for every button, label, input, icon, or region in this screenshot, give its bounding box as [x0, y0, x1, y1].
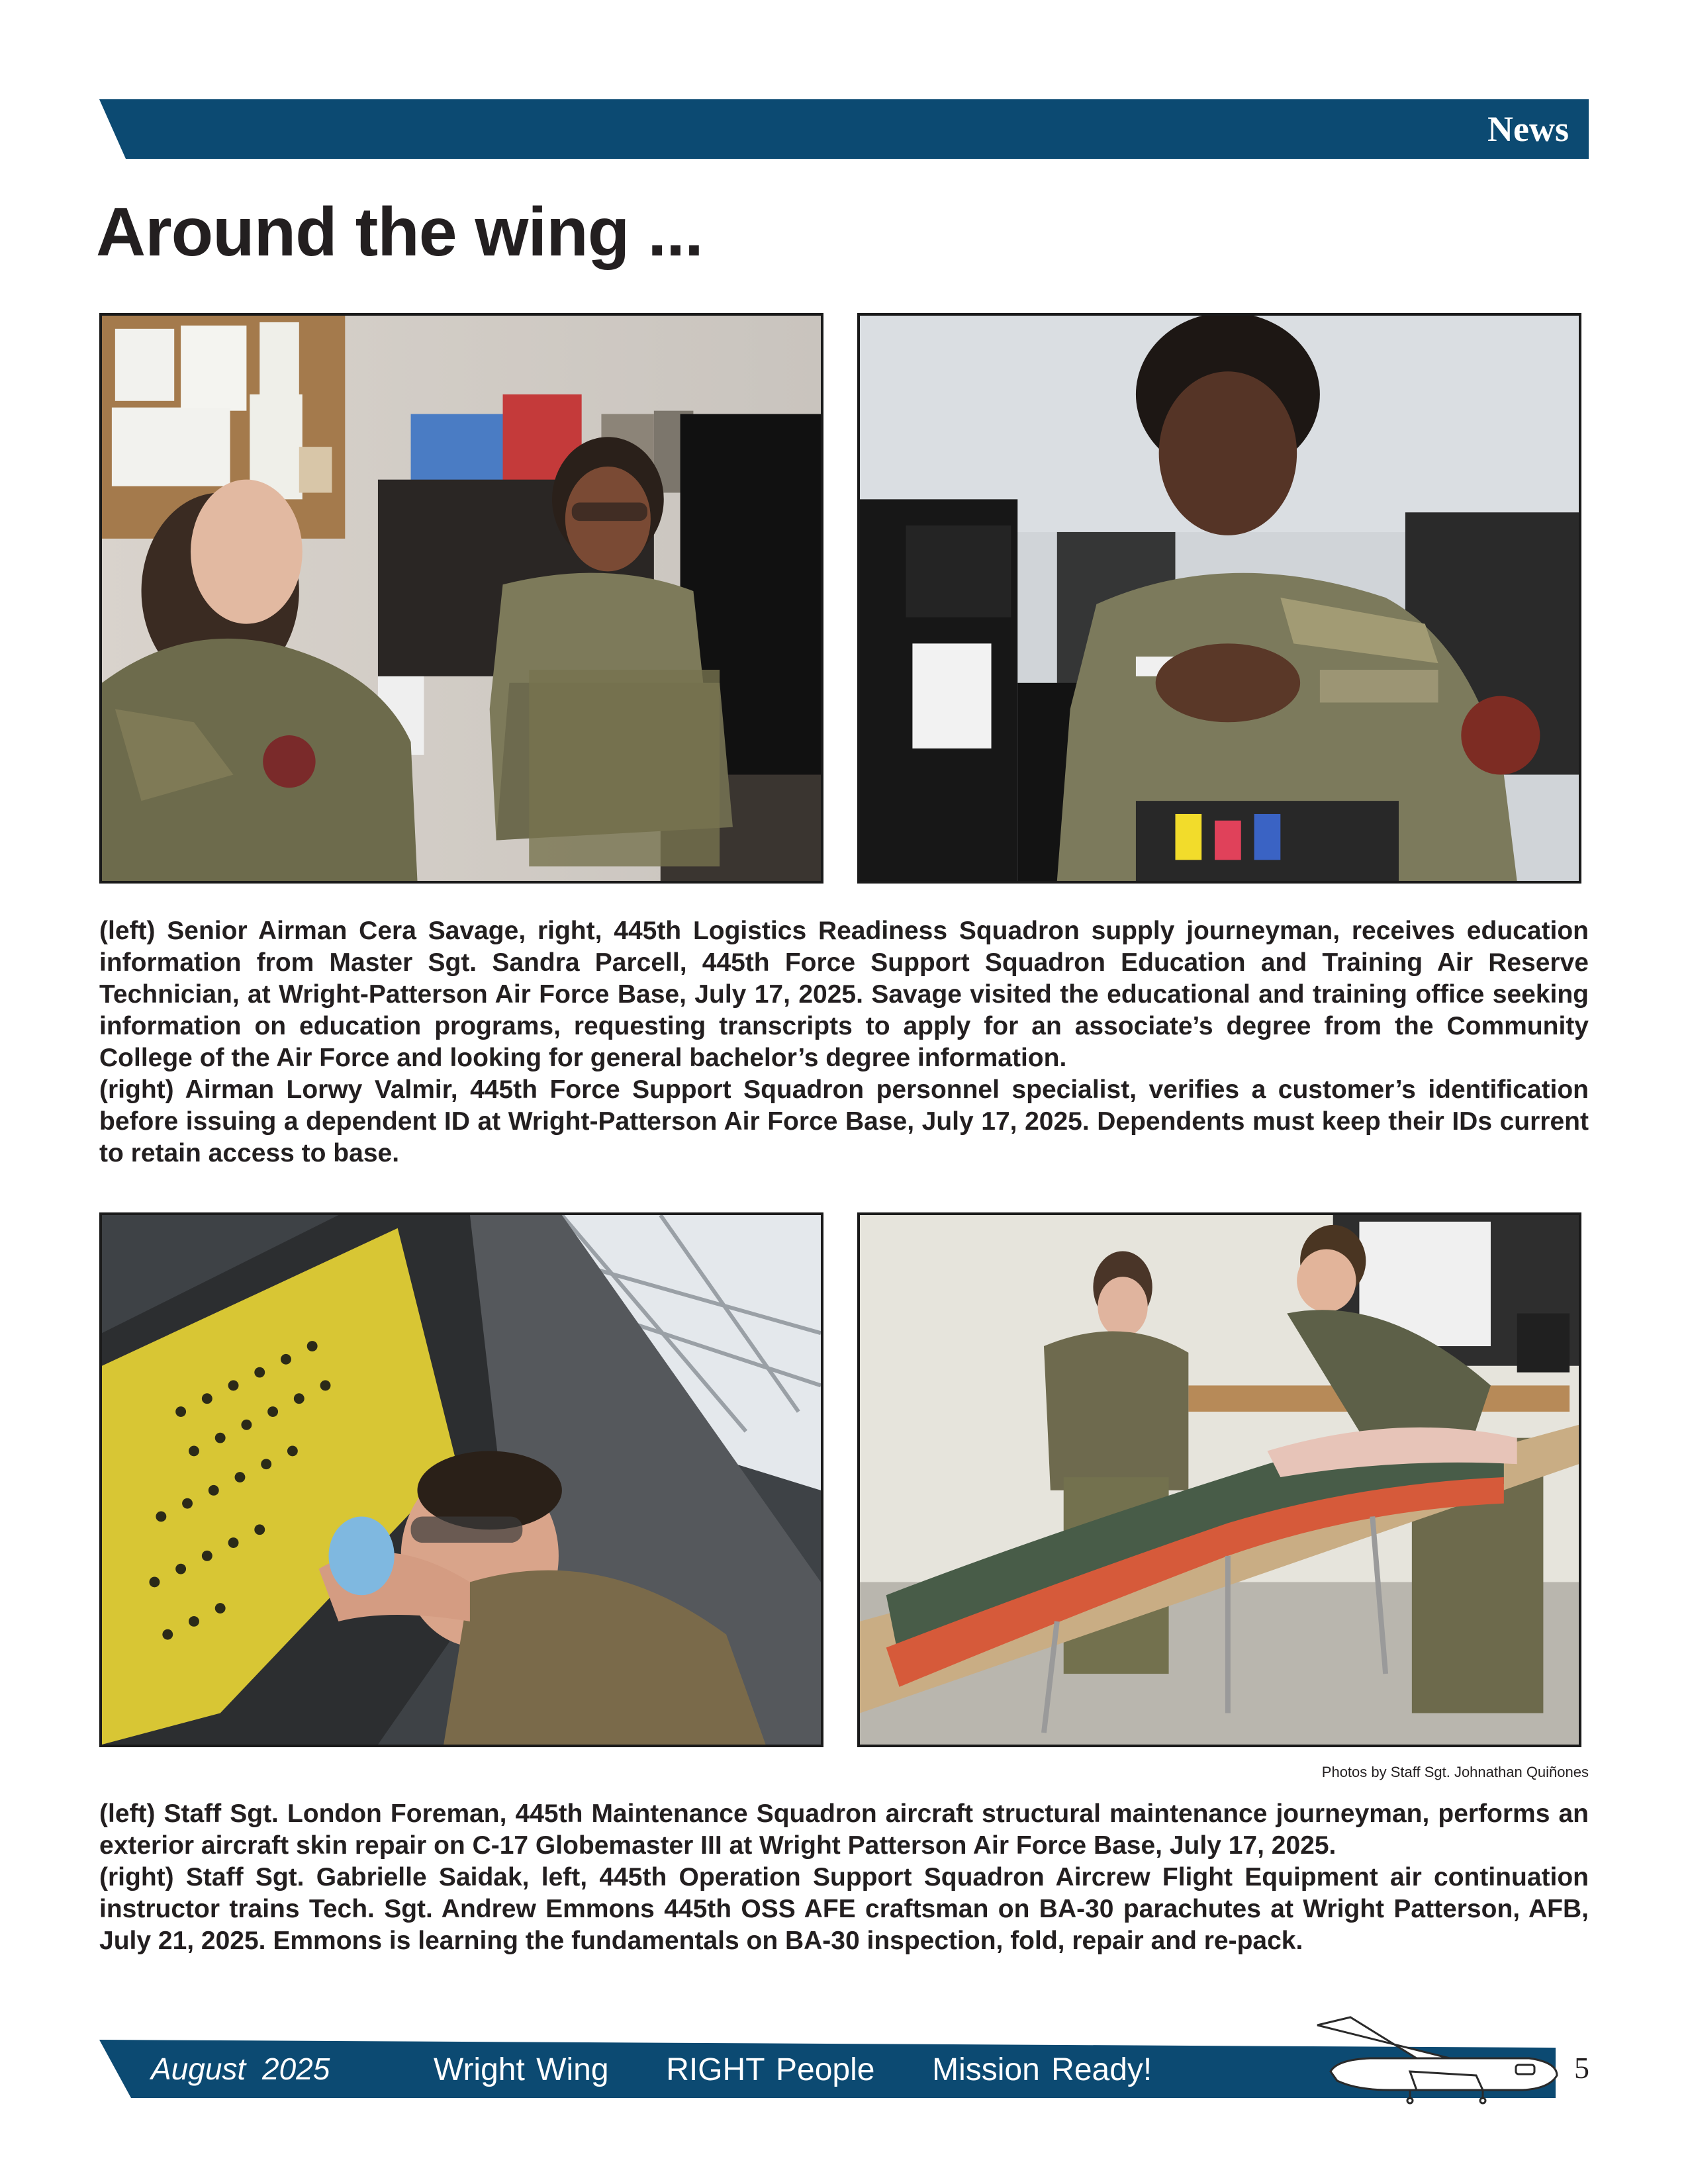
photo-icon — [860, 1215, 1579, 1745]
page-title: Around the wing ... — [96, 194, 703, 271]
header-banner — [99, 99, 1589, 159]
caption-bottom-left: (left) Staff Sgt. London Foreman, 445th Maintenance Squadron aircraft structural maintenance journeyman, performs an exterior aircraft skin repair on C-17 Globemaster III at Wright Patterson Air Force Base, July 17, 2025. — [99, 1799, 1589, 1860]
photo-parachute-training — [857, 1212, 1581, 1747]
section-label: News — [1487, 109, 1569, 149]
caption-top-left: (left) Senior Airman Cera Savage, right, 445th Logistics Readiness Squadron supply journeyman, receives education information from Master Sgt. Sandra Parcell, 445th Force Support Squadron Education and Training Air Reserve Technician, at Wright-Patterson Air Force Base, July 17, 2025. Savage visited the educational and training office seeking information on education programs, requesting transcripts to apply for an associate’s degree from the Community College of the Air Force and looking for general bachelor’s degree information. — [99, 917, 1589, 1072]
photo-icon — [102, 1215, 821, 1745]
caption-top-right: (right) Airman Lorwy Valmir, 445th Force Support Squadron personnel specialist, verifies a customer’s identification before issuing a dependent ID at Wright-Patterson Air Force Base, July 17, 2025. Dependents must keep their IDs current to retain access to base. — [99, 1075, 1589, 1167]
caption-bottom-right: (right) Staff Sgt. Gabrielle Saidak, left, 445th Operation Support Squadron Aircrew Flight Equipment air continuation instructor trains Tech. Sgt. Andrew Emmons 445th OSS AFE craftsman on BA-30 parachutes at Wright Patterson, AFB, July 21, 2025. Emmons is learning the fundamentals on BA-30 inspection, fold, repair and re-pack. — [99, 1863, 1589, 1955]
footer-date: August 2025 — [151, 2052, 330, 2086]
photo-id-card-verification — [857, 313, 1581, 884]
caption-bottom — [99, 1798, 1589, 1957]
photo-education-office — [99, 313, 823, 884]
footer-slogan: Wright Wing RIGHT People Mission Ready! — [434, 2052, 1152, 2087]
header-banner-shape — [99, 99, 1589, 159]
c17-aircraft-icon — [1311, 2012, 1562, 2105]
photo-aircraft-skin-repair — [99, 1212, 823, 1747]
page-number: 5 — [1574, 2051, 1589, 2085]
photo-icon — [102, 316, 821, 881]
caption-top — [99, 915, 1589, 1169]
photo-icon — [860, 316, 1579, 881]
photo-credit: Photos by Staff Sgt. Johnathan Quiñones — [1321, 1764, 1589, 1780]
